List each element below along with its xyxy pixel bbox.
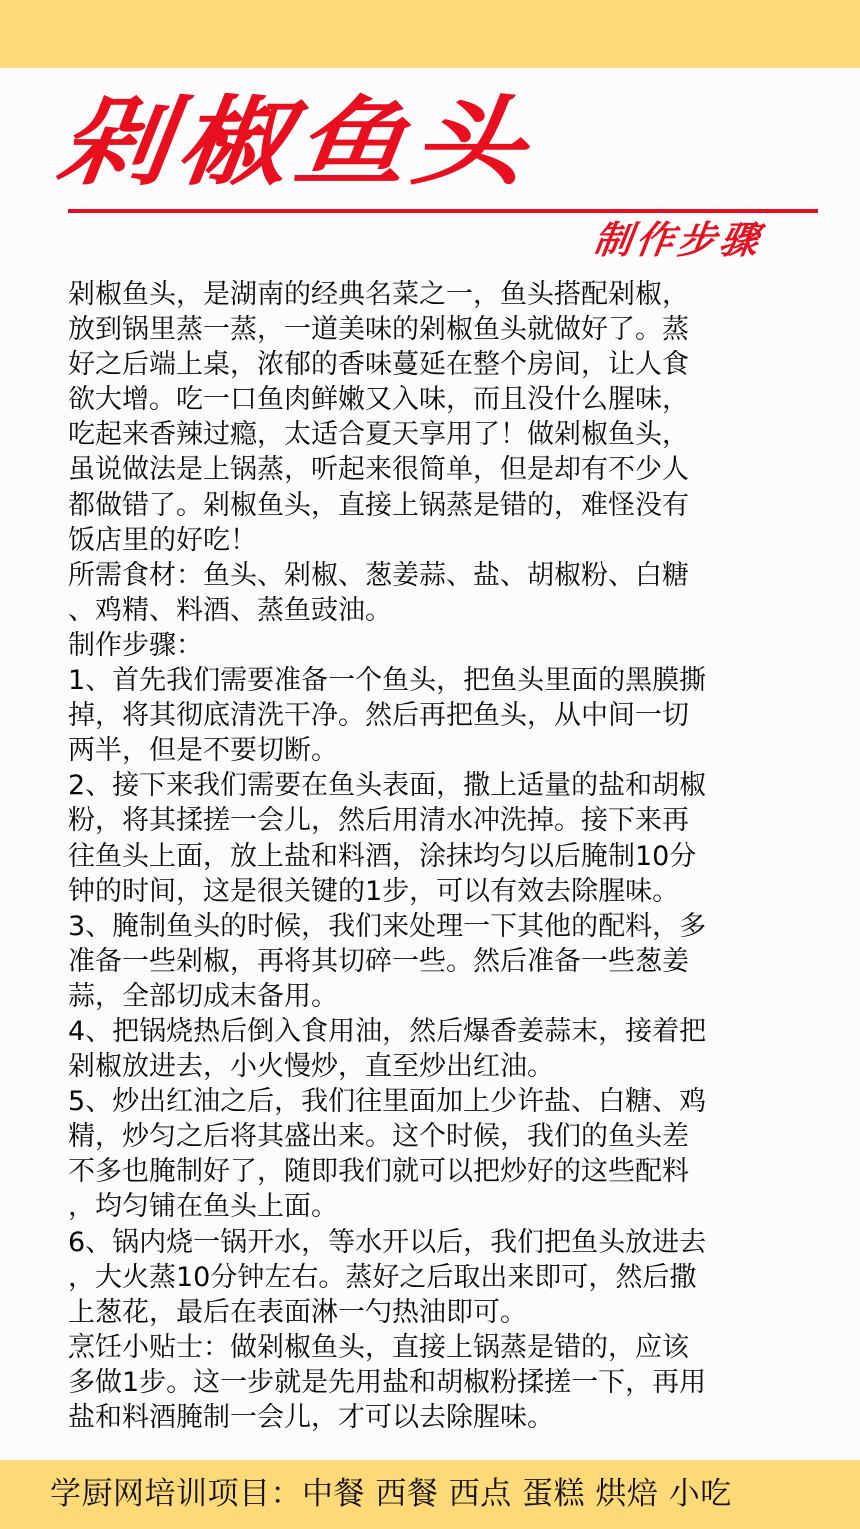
text-line: 粉，将其揉搓一会儿，然后用清水冲洗掉。接下来再: [68, 805, 689, 837]
text-line: 盐和料酒腌制一会儿，才可以去除腥味。: [68, 1402, 554, 1433]
text-line: 3、腌制鱼头的时候，我们来处理一下其他的配料，多: [68, 910, 707, 942]
text-line: 准备一些剁椒，再将其切碎一些。然后准备一些葱姜: [68, 945, 689, 977]
text-line: 剁椒鱼头，是湖南的经典名菜之一，鱼头搭配剁椒，: [68, 279, 689, 310]
text-line: 、鸡精、料酒、蒸鱼豉油。: [68, 594, 392, 626]
step-3: [68, 909, 828, 1014]
step-4: [68, 1014, 828, 1084]
text-line: 钟的时间，这是很关键的1步，可以有效去除腥味。: [68, 875, 680, 907]
step-5: [68, 1084, 828, 1224]
text-line: 2、接下来我们需要在鱼头表面，撒上适量的盐和胡椒: [68, 770, 707, 802]
footer-banner: [0, 1460, 860, 1529]
text-line: 4、把锅烧热后倒入食用油，然后爆香姜蒜末，接着把: [68, 1015, 707, 1047]
intro-paragraph: [68, 277, 828, 558]
text-line: 所需食材：鱼头、剁椒、葱姜蒜、盐、胡椒粉、白糖: [68, 559, 689, 591]
footer-text: 学厨网培训项目：中餐 西餐 西点 蛋糕 烘焙 小吃: [50, 1476, 732, 1512]
text-line: 都做错了。剁椒鱼头，直接上锅蒸是错的，难怪没有: [68, 489, 689, 521]
text-line: 不多也腌制好了，随即我们就可以把炒好的这些配料: [68, 1156, 689, 1188]
step-6: [68, 1225, 828, 1330]
text-line: ，均匀铺在鱼头上面。: [68, 1191, 338, 1223]
text-line: 虽说做法是上锅蒸，听起来很简单，但是却有不少人: [68, 454, 689, 486]
text-line: 剁椒放进去，小火慢炒，直至炒出红油。: [68, 1051, 554, 1083]
text-line: 欲大增。吃一口鱼肉鲜嫩又入味，而且没什么腥味，: [68, 384, 689, 416]
text-line: 蒜，全部切成末备用。: [68, 980, 338, 1012]
text-line: 6、锅内烧一锅开水，等水开以后，我们把鱼头放进去: [68, 1226, 707, 1258]
text-line: 烹饪小贴士：做剁椒鱼头，直接上锅蒸是错的，应该: [68, 1331, 689, 1363]
step-2: [68, 768, 828, 908]
text-line: 多做1步。这一步就是先用盐和胡椒粉揉搓一下，再用: [68, 1366, 707, 1398]
text-line: 上葱花，最后在表面淋一勺热油即可。: [68, 1296, 527, 1328]
text-line: 好之后端上桌，浓郁的香味蔓延在整个房间，让人食: [68, 349, 689, 381]
step-1: [68, 663, 828, 768]
text-line: 饭店里的好吃！: [68, 524, 257, 556]
text-line: 精，炒匀之后将其盛出来。这个时候，我们的鱼头差: [68, 1121, 689, 1153]
title-divider: [68, 209, 818, 213]
text-line: ，大火蒸10分钟左右。蒸好之后取出来即可，然后撒: [68, 1261, 697, 1293]
text-line: 吃起来香辣过瘾，太适合夏天享用了！做剁椒鱼头，: [68, 419, 689, 451]
text-line: 5、炒出红油之后，我们往里面加上少许盐、白糖、鸡: [68, 1086, 707, 1118]
text-line: 掉，将其彻底清洗干净。然后再把鱼头，从中间一切: [68, 700, 689, 732]
article-body: [68, 277, 828, 1435]
text-line: 两半，但是不要切断。: [68, 735, 338, 767]
text-line: 放到锅里蒸一蒸，一道美味的剁椒鱼头就做好了。蒸: [68, 314, 689, 346]
top-banner: [0, 0, 860, 68]
page-title: 剁椒鱼头: [52, 86, 537, 199]
text-line: 1、首先我们需要准备一个鱼头，把鱼头里面的黑膜撕: [68, 665, 707, 697]
page-subtitle: 制作步骤: [590, 218, 766, 262]
ingredients-paragraph: [68, 558, 828, 628]
steps-heading: 制作步骤：: [68, 629, 203, 661]
tips-paragraph: [68, 1330, 828, 1435]
text-line: 往鱼头上面，放上盐和料酒，涂抹均匀以后腌制10分: [68, 840, 697, 872]
